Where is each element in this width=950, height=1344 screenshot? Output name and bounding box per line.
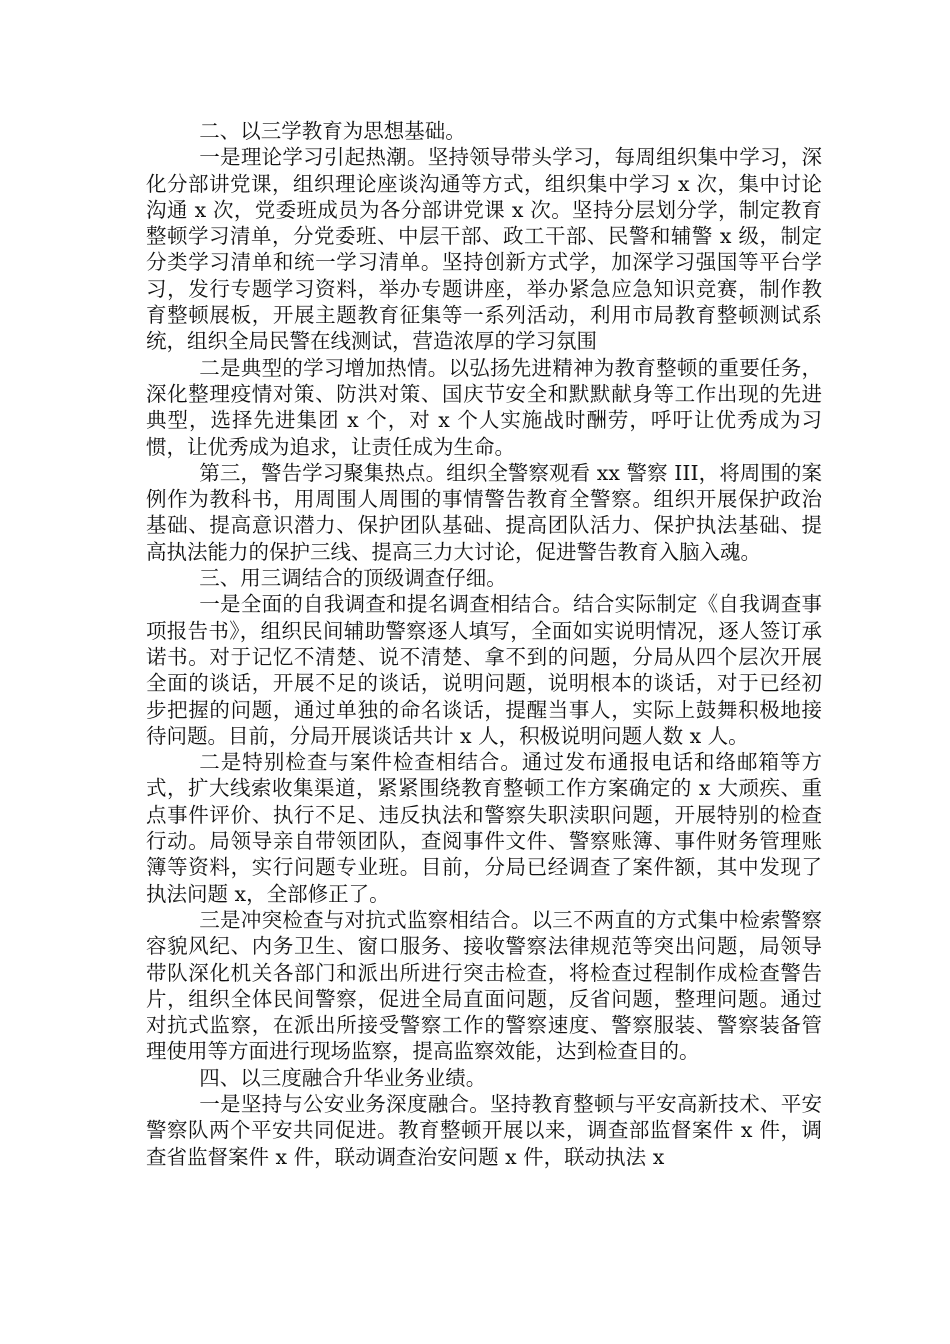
- paragraph-self-inspection: 一是全面的自我调查和提名调查相结合。结合实际制定《自我调查事项报告书》，组织民间辅助警察逐人填写，全面如实说明情况，逐人签订承诺书。对于记忆不清楚、说不清楚、拿不到的问题，分局从四个层次开展全面的谈话，开展不足的谈话，说明问题，说明根本的谈话，对于已经初步把握的问题，通过单独的命名谈话，提醒当事人，实际上鼓舞积极地接待问题。目前，分局开展谈话共计 x 人，积极说明问题人数 x 人。: [146, 592, 822, 748]
- section-heading-4: 四、以三度融合升华业务业绩。: [199, 1065, 487, 1090]
- section-heading-3: 三、用三调结合的顶级调查仔细。: [199, 566, 507, 591]
- document-body: [146, 118, 822, 1170]
- paragraph-conflict-inspection: 三是冲突检查与对抗式监察相结合。以三不两直的方式集中检索警察容貌风纪、内务卫生、窗口服务、接收警察法律规范等突出问题，局领导带队深化机关各部门和派出所进行突击检查，将检查过程制作成检查警告片，组织全体民间警察，促进全局直面问题，反省问题，整理问题。通过对抗式监察，在派出所接受警察工作的警察速度、警察服装、警察装备管理使用等方面进行现场监察，提高监察效能，达到检查目的。: [146, 907, 822, 1064]
- paragraph-business-integration: 一是坚持与公安业务深度融合。坚持教育整顿与平安高新技术、平安警察队两个平安共同促进。教育整顿开展以来，调查部监督案件 x 件，调查省监督案件 x 件，联动调查治安问题 x 件，联动执法 x: [146, 1091, 822, 1169]
- section-heading-2: 二、以三学教育为思想基础。: [199, 119, 466, 143]
- paragraph-warning-study: 第三，警告学习聚集热点。组织全警察观看 xx 警察 III，将周围的案例作为教科书，用周围人周围的事情警告教育全警察。组织开展保护政治基础、提高意识潜力、保护团队基础、提高团队活力、保护执法基础、提高执法能力的保护三线、提高三力大讨论，促进警告教育入脑入魂。: [146, 460, 822, 564]
- paragraph-typical-study: 二是典型的学习增加热情。以弘扬先进精神为教育整顿的重要任务，深化整理疫情对策、防洪对策、国庆节安全和默默献身等工作出现的先进典型，选择先进集团 x 个，对 x 个人实施战时酬劳，呼吁让优秀成为习惯，让优秀成为追求，让责任成为生命。: [146, 355, 822, 459]
- paragraph-special-inspection: 二是特别检查与案件检查相结合。通过发布通报电话和络邮箱等方式，扩大线索收集渠道，紧紧围绕教育整顿工作方案确定的 x 大顽疾、重点事件评价、执行不足、违反执法和警察失职渎职问题，开展特别的检查行动。局领导亲自带领团队，查阅事件文件、警察账簿、事件财务管理账簿等资料，实行问题专业班。目前，分局已经调查了案件额，其中发现了执法问题 x，全部修正了。: [146, 750, 822, 906]
- paragraph-theory-study: 一是理论学习引起热潮。坚持领导带头学习，每周组织集中学习，深化分部讲党课，组织理论座谈沟通等方式，组织集中学习 x 次，集中讨论沟通 x 次，党委班成员为各分部讲党课 x 次。坚持分层划分学，制定教育整顿学习清单，分党委班、中层干部、政工干部、民警和辅警 x 级，制定分类学习清单和统一学习清单。坚持创新方式学，加深学习强国等平台学习，发行专题学习资料，举办专题讲座，举办紧急应急知识竞赛，制作教育整顿展板，开展主题教育征集等一系列活动，利用市局教育整顿测试系统，组织全局民警在线测试，营造浓厚的学习氛围: [146, 145, 822, 354]
